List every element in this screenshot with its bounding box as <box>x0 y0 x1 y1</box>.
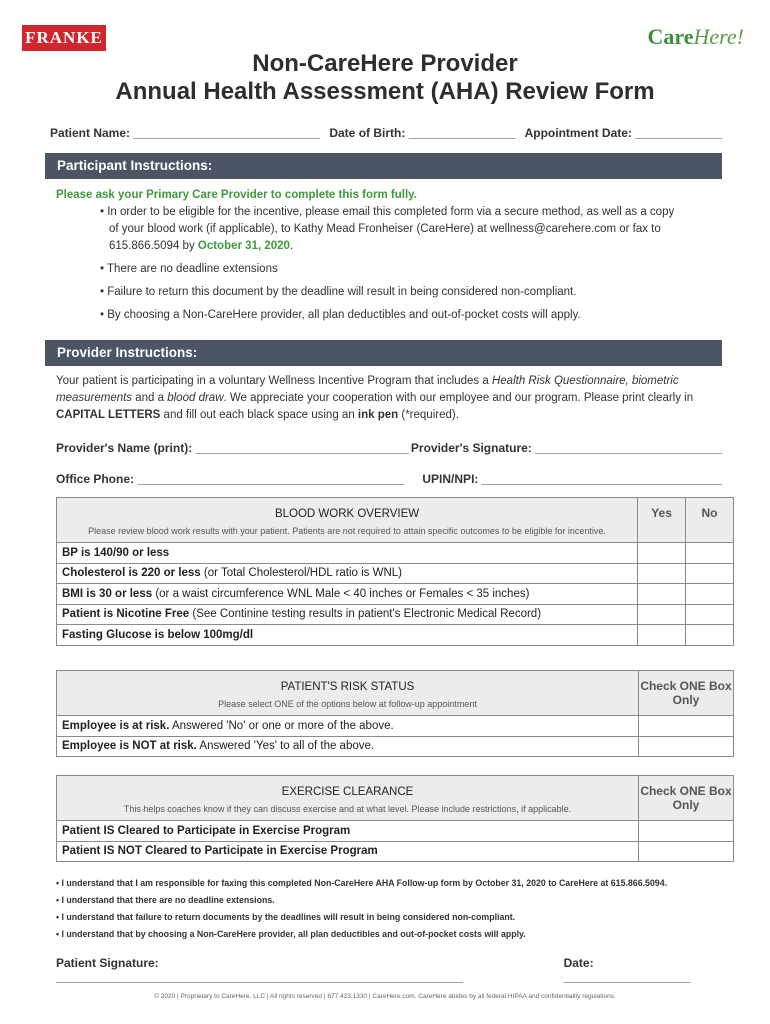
exercise-check-one-header: Check ONE Box Only <box>639 776 734 821</box>
provider-instructions-text <box>56 373 722 424</box>
date-of-birth-field[interactable]: Date of Birth: ________________ <box>329 126 516 140</box>
participant-bullet-1c-end: . <box>289 240 294 252</box>
provider-text-5: (*required). <box>398 409 459 421</box>
provider-text-3: . We appreciate your cooperation with our employee and our program. Please print clearly in <box>223 392 694 404</box>
not-at-risk-row-label: Employee is NOT at risk. Answered 'Yes' to all of the above. <box>57 736 639 757</box>
exercise-header-row <box>57 776 734 821</box>
participant-bullet-1c <box>109 238 293 255</box>
provider-text-2: and a <box>132 392 168 404</box>
blood-work-subtitle: Please review blood work results with your patient. Patients are not required to attain specific outcomes to be eligible for incentive. <box>88 526 606 536</box>
table-row <box>57 736 734 757</box>
carehere-logo-here: Here! <box>693 24 744 49</box>
nicotine-row-label: Patient is Nicotine Free (See Continine testing results in patient's Electronic Medical Record) <box>57 604 638 625</box>
provider-text-1: Your patient is participating in a voluntary Wellness Incentive Program that includes a <box>56 375 492 387</box>
table-row <box>57 841 734 862</box>
patient-name-field[interactable]: Patient Name: ____________________________ <box>50 126 321 140</box>
risk-status-title: PATIENT'S RISK STATUS <box>280 681 415 693</box>
patient-info-line <box>50 126 722 140</box>
blood-work-title: BLOOD WORK OVERVIEW <box>274 508 420 520</box>
participant-instructions-header: Participant Instructions: <box>45 153 722 179</box>
office-phone-field[interactable]: Office Phone: ________________________________________ <box>56 472 405 486</box>
cholesterol-yes-checkbox[interactable] <box>638 563 686 584</box>
cholesterol-row-label: Cholesterol is 220 or less (or Total Cholesterol/HDL ratio is WNL) <box>57 563 638 584</box>
provider-phone-row <box>56 472 722 486</box>
participant-bullet-4: • By choosing a Non-CareHere provider, all plan deductibles and out-of-pocket costs will apply. <box>100 309 581 321</box>
cleared-row-label: Patient IS Cleared to Participate in Exercise Program <box>57 821 639 842</box>
carehere-logo-care: Care <box>647 24 694 49</box>
participant-bullet-1b: of your blood work (if applicable), to Kathy Mead Fronheiser (CareHere) at wellness@carehere.com or fax to <box>109 223 661 235</box>
footer: © 2020 | Proprietary to CareHere, LLC | All rights reserved | 877.423.1330 | CareHere.com. CareHere abides by all federal HIPAA and confidentiality regulations. <box>154 993 616 1000</box>
acknowledgement-4: • I understand that by choosing a Non-CareHere provider, all plan deductibles and out-of-pocket costs will apply. <box>56 929 526 939</box>
yes-column-header: Yes <box>638 498 686 543</box>
carehere-logo <box>647 24 744 50</box>
bp-yes-checkbox[interactable] <box>638 543 686 564</box>
provider-text-2-em: blood draw <box>167 392 224 404</box>
form-title-line2: Annual Health Assessment (AHA) Review Form <box>115 78 655 105</box>
table-row <box>57 584 734 605</box>
not-cleared-row-label: Patient IS NOT Cleared to Participate in Exercise Program <box>57 841 639 862</box>
provider-text-4-bold: ink pen <box>357 409 399 421</box>
acknowledgement-3: • I understand that failure to return documents by the deadlines will result in being considered non-compliant. <box>56 912 516 922</box>
participant-bullet-3: • Failure to return this document by the deadline will result in being considered non-compliant. <box>100 286 577 298</box>
patient-signature-field[interactable]: Patient Signature: _____________________________________________________________ <box>56 956 464 984</box>
glucose-no-checkbox[interactable] <box>686 625 734 646</box>
bmi-row-label: BMI is 30 or less (or a waist circumference WNL Male < 40 inches or Females < 35 inches) <box>57 584 638 605</box>
provider-name-field[interactable]: Provider's Name (print): ________________________________ <box>56 441 410 455</box>
bmi-yes-checkbox[interactable] <box>638 584 686 605</box>
bmi-no-checkbox[interactable] <box>686 584 734 605</box>
acknowledgement-2: • I understand that there are no deadline extensions. <box>56 895 275 905</box>
bp-row-label: BP is 140/90 or less <box>57 543 638 564</box>
blood-work-table <box>56 497 734 646</box>
nicotine-yes-checkbox[interactable] <box>638 604 686 625</box>
risk-status-subtitle: Please select ONE of the options below at follow-up appointment <box>218 699 477 709</box>
signature-row <box>56 956 722 984</box>
table-row <box>57 604 734 625</box>
table-row <box>57 821 734 842</box>
table-row <box>57 716 734 737</box>
table-row <box>57 543 734 564</box>
cleared-checkbox[interactable] <box>639 821 734 842</box>
exercise-clearance-title: EXERCISE CLEARANCE <box>281 786 414 798</box>
not-at-risk-checkbox[interactable] <box>639 736 734 757</box>
table-row <box>57 563 734 584</box>
blood-work-header <box>57 498 638 543</box>
exercise-clearance-table <box>56 775 734 862</box>
blood-work-header-row <box>57 498 734 543</box>
provider-name-row <box>56 441 722 455</box>
exercise-clearance-subtitle: This helps coaches know if they can discuss exercise and at what level. Please include restrictions, if applicable. <box>123 804 572 814</box>
participant-bullet-1a: • In order to be eligible for the incentive, please email this completed form via a secure method, as well as a copy <box>100 206 675 218</box>
cholesterol-no-checkbox[interactable] <box>686 563 734 584</box>
acknowledgement-1: • I understand that I am responsible for faxing this completed Non-CareHere AHA Follow-up form by October 31, 2020 to CareHere at 615.866.5094. <box>56 878 668 888</box>
at-risk-checkbox[interactable] <box>639 716 734 737</box>
glucose-yes-checkbox[interactable] <box>638 625 686 646</box>
glucose-row-label: Fasting Glucose is below 100mg/dl <box>57 625 638 646</box>
risk-header-row <box>57 671 734 716</box>
form-title-line1: Non-CareHere Provider <box>252 50 518 77</box>
provider-instructions-header: Provider Instructions: <box>45 340 722 366</box>
provider-text-3-bold: CAPITAL LETTERS <box>56 409 161 421</box>
no-column-header: No <box>686 498 734 543</box>
participant-bullet-2: • There are no deadline extensions <box>100 263 278 275</box>
at-risk-row-label: Employee is at risk. Answered 'No' or one or more of the above. <box>57 716 639 737</box>
franke-logo: FRANKE <box>22 25 106 51</box>
provider-signature-field[interactable]: Provider's Signature: ____________________________ <box>410 441 722 455</box>
exercise-clearance-header <box>57 776 639 821</box>
signature-date-field[interactable]: Date: ___________________ <box>563 956 691 984</box>
risk-status-table <box>56 670 734 757</box>
not-cleared-checkbox[interactable] <box>639 841 734 862</box>
participant-intro: Please ask your Primary Care Provider to complete this form fully. <box>56 189 417 201</box>
provider-text-4: and fill out each black space using an <box>160 409 358 421</box>
bp-no-checkbox[interactable] <box>686 543 734 564</box>
upin-npi-field[interactable]: UPIN/NPI: ____________________________________ <box>422 472 722 486</box>
nicotine-no-checkbox[interactable] <box>686 604 734 625</box>
provider-text-1-em: Health Risk Questionnaire, biometric measurements <box>56 375 679 404</box>
deadline-date: October 31, 2020 <box>197 240 290 252</box>
risk-status-header <box>57 671 639 716</box>
risk-check-one-header: Check ONE Box Only <box>639 671 734 716</box>
table-row <box>57 625 734 646</box>
participant-bullet-1c-text: 615.866.5094 by <box>109 240 198 252</box>
appointment-date-field[interactable]: Appointment Date: _____________ <box>524 126 722 140</box>
